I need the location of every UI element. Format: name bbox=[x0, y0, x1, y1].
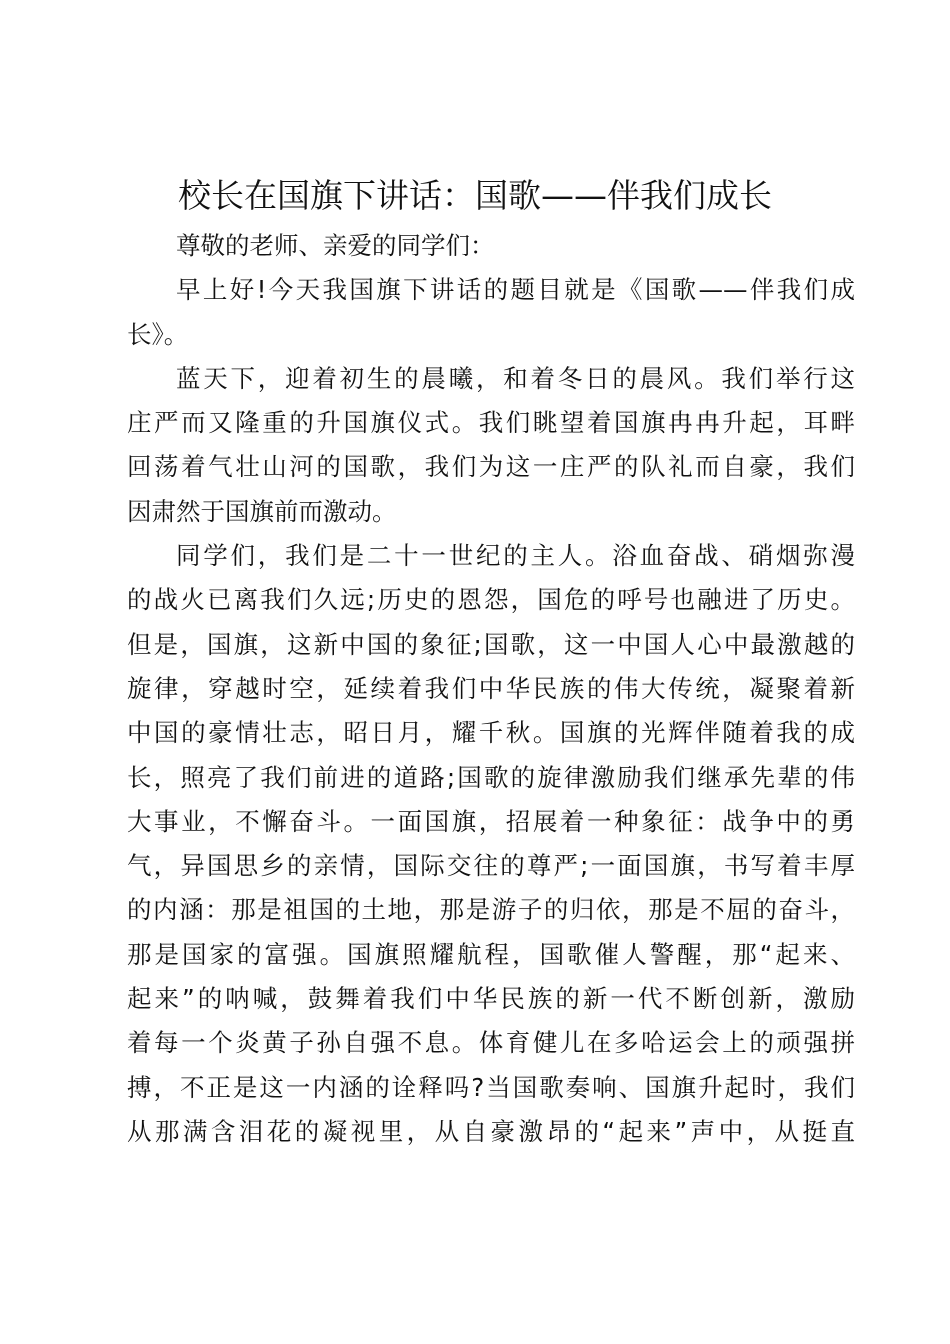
text-line: 气，异国思乡的亲情，国际交往的尊严;一面国旗，书写着丰厚 bbox=[127, 851, 855, 881]
text-line: 早上好!今天我国旗下讲话的题目就是《国歌——伴我们成 bbox=[176, 275, 855, 305]
document-body bbox=[127, 224, 855, 1154]
text-line: 搏，不正是这一内涵的诠释吗?当国歌奏响、国旗升起时，我们 bbox=[127, 1072, 855, 1102]
text-line: 着每一个炎黄子孙自强不息。体育健儿在多哈运会上的顽强拼 bbox=[127, 1028, 855, 1058]
text-line: 中国的豪情壮志，昭日月，耀千秋。国旗的光辉伴随着我的成 bbox=[127, 718, 855, 748]
text-line: 尊敬的老师、亲爱的同学们： bbox=[176, 231, 495, 260]
text-line: 的内涵：那是祖国的土地，那是游子的归依，那是不屈的奋斗， bbox=[127, 895, 855, 925]
text-line: 的战火已离我们久远;历史的恩怨，国危的呼号也融进了历史。 bbox=[127, 585, 855, 615]
text-line: 长，照亮了我们前进的道路;国歌的旋律激励我们继承先辈的伟 bbox=[127, 762, 855, 792]
text-line: 长》。 bbox=[127, 319, 189, 349]
text-line: 回荡着气壮山河的国歌，我们为这一庄严的队礼而自豪，我们 bbox=[127, 452, 855, 482]
text-line: 旋律，穿越时空，延续着我们中华民族的伟大传统，凝聚着新 bbox=[127, 673, 855, 703]
text-line: 同学们，我们是二十一世纪的主人。浴血奋战、硝烟弥漫 bbox=[176, 541, 855, 571]
text-line: 那是国家的富强。国旗照耀航程，国歌催人警醒，那“起来、 bbox=[127, 939, 855, 969]
text-line: 起来”的呐喊，鼓舞着我们中华民族的新一代不断创新，激励 bbox=[127, 984, 855, 1014]
text-line: 大事业，不懈奋斗。一面国旗，招展着一种象征：战争中的勇 bbox=[127, 806, 855, 836]
text-line: 从那满含泪花的凝视里，从自豪激昂的“起来”声中，从挺直 bbox=[127, 1116, 855, 1146]
document-title: 校长在国旗下讲话：国歌——伴我们成长 bbox=[178, 176, 772, 215]
text-line: 蓝天下，迎着初生的晨曦，和着冬日的晨风。我们举行这 bbox=[176, 363, 855, 393]
text-line: 庄严而又隆重的升国旗仪式。我们眺望着国旗冉冉升起，耳畔 bbox=[127, 408, 855, 438]
text-line: 但是，国旗，这新中国的象征;国歌，这一中国人心中最激越的 bbox=[127, 629, 855, 659]
text-line: 因肃然于国旗前而激动。 bbox=[127, 496, 397, 526]
